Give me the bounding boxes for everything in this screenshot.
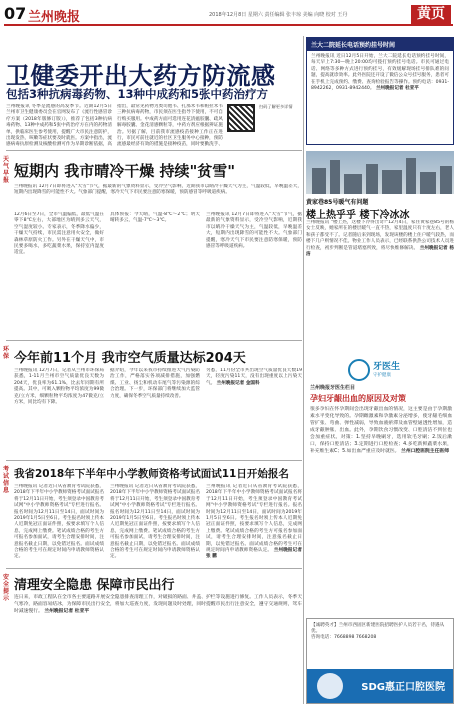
column-tag: 兰州晚报牙医生栏目	[310, 385, 356, 391]
column-logo-title: 牙医生	[373, 362, 401, 372]
bulletin-kicker: 黄家巷85号暖气有问题	[306, 199, 369, 206]
qr-code-icon[interactable]	[227, 104, 255, 132]
air-body-1: 兰州晚报讯 12月7日，记者从兰州市环保局获悉，1-11月兰州市空气质量优良天数为204天，优良率为61.1%，比去年同期有所提高。其中，可吸入颗粒物平均浓度为99微克/立方米，细颗粒物平均浓度为47微克/立方米，同比均有下降。	[14, 368, 104, 406]
ad-brand-banner	[307, 669, 453, 703]
column-text: 很多孕妇在怀孕期间会出现牙龈出血的情况，这主要是由于孕期激素水平变化导致的。孕期雌激素和孕激素分泌增多，使牙龈毛细血管扩张、弯曲、弹性减弱，导致血液瘀滞及血管壁通透性增加，造成牙龈肿胀、出血。此外，孕期饮食习惯改变、口腔清洁不到位也会加重症状。对策：1.坚持早晚刷牙，选用软毛牙刷；2.饭后漱口，保持口腔清洁；3.定期进行口腔检查；4.多吃新鲜蔬菜水果，补充维生素C；5.如出血严重应及时就医。	[310, 407, 452, 454]
exam-headline: 我省2018年下半年中小学教师资格考试面试11日开始报名	[14, 468, 289, 480]
weather-headline: 短期内 我市晴冷干燥 持续"贫雪"	[14, 162, 236, 180]
health-column-logo	[348, 355, 416, 383]
skyline-photo	[306, 151, 454, 194]
exam-body-1: 兰州晚报讯 记者近日从省教育考试院获悉，2018年下半年中小学教师资格考试面试报名将于12月11日开始，考生须登录中国教育考试网"中小学教师资格考试"专栏进行报名。报名时间为12月11日至14日，面试时间为2019年1月5日至6日。考生报名时须上传本人近期免冠正面证件照，按要求填写个人信息，完成网上缴费。笔试成绩合格的考生方可报名参加面试，请考生合理安排时间，注意报名截止日期，以免错过报名。面试成绩合格的考生可在规定时间内申请教师资格认定。	[14, 484, 104, 560]
tooth-icon	[348, 359, 370, 381]
page-number: 07	[4, 4, 27, 23]
ad-brand: SDG惠正口腔医院	[361, 682, 445, 693]
hotline-text: 兰州晚报讯 近日12月5日开始，兰大二院延长电话预约挂号时间，每天早上7:30—晚上20:00均可拨打预约挂号电话。市民可通过电话、网络等多种方式进行预约挂号，有效缓解现场挂号排队难的问题，提高就诊效率。此外医院还开设了微信公众号挂号服务，患者可在手机上完成预约、缴费、查询检验报告等操作。预约电话：0931-8942262，0931-8942440。	[311, 54, 449, 92]
weather-body-2: 12月6日至7日，全市气温偏低，最低气温在零下8℃左右，大部地区为晴到多云天气，空气湿度较小。专家表示，冬季降水偏少，干燥天气持续，市民需注意用火安全，做好森林草原防火工作。另外在干燥天气中，市民要多喝水，多吃蔬菜水果，保持室内湿度适宜。	[14, 212, 104, 256]
hotline-box	[306, 37, 454, 145]
air-kicker: 环保	[2, 346, 9, 360]
section-label: 黄页	[411, 5, 451, 24]
bulletin-headline: 楼上热乎乎 楼下冷冰冰	[306, 210, 410, 221]
exam-text: 兰州晚报讯 记者近日从省教育考试院获悉，2018年下半年中小学教师资格考试面试报名将于12月11日开始，考生须登录中国教育考试网"中小学教师资格考试"专栏进行报名。报名时间为12月11日至14日，面试时间为2019年1月5日至6日。考生报名时须上传本人近期免冠正面证件照，按要求填写个人信息，完成网上缴费。笔试成绩合格的考生方可报名参加面试，请考生合理安排时间，注意报名截止日期，以免错过报名。面试成绩合格的考生可在规定时间内申请教师资格认定。	[206, 484, 302, 554]
exam-byline: 兰州晚报记者 张 鹏	[206, 548, 302, 560]
column-divider	[303, 36, 304, 704]
safety-text: 连日来，市政工程队在全市各主要道路开展安全隐患排查清理工作，对破损的路面、井盖、护栏等设施进行修复。工作人员表示，冬季天气寒冷，路面容易结冰，为保障市民出行安全，将加大巡查力度，发现问题及时处理，同时提醒市民出行注意安全，遵守交通规则，驾车时减速慢行。	[14, 595, 302, 614]
safety-kicker: 安全提示	[2, 574, 9, 602]
weather-body-4: 兰州晚报讯 12月7日即将进入"大雪"节气，据最新的气象资料显示，受冷空气影响，近期我市以晴冷干燥天气为主，气温较低，早晚温差大，短期内出现降雪的可能性不大。气象部门提醒，寒冷天气下市民要注意防寒保暖，预防感冒等呼吸道疾病。	[206, 212, 302, 250]
advertisement[interactable]	[306, 618, 454, 704]
divider	[6, 340, 302, 341]
column-logo-sub: 守护健康	[373, 373, 391, 378]
page-header	[4, 4, 453, 26]
air-body-2: 据介绍，今年以来我市持续推进大气污染防治工作，严格落实各项减排措施，加强燃煤、工业、扬尘和机动车尾气等污染源的综合治理。下一步，环保部门将继续加大监管力度，确保冬季空气质量持续改善。	[110, 368, 200, 399]
divider	[6, 150, 302, 151]
column-byline: 兰州口腔医院主任医师	[401, 449, 449, 454]
hotline-title: 兰大二院延长电话预约挂号时间	[307, 38, 453, 51]
bulletin-body	[306, 220, 454, 340]
exam-body-3	[206, 484, 302, 564]
lead-body-left: 兰州晚报讯 冬季是流感的高发季节。近期12月5日兰州市卫生健康委员会在官网发布了《流行性感冒诊疗方案（2018年版修订版）》，推荐了包括3种抗病毒药物、13种中成药和5张中药治疗方在内的药物清单，供临床医生参考使用，提醒广大市民注意防护，出现发热、咳嗽等症状要及时就医。方案中指出，流感病毒抗原检测及核酸检测可作为早期诊断依据，高	[6, 104, 112, 148]
lead-body-mid: 指出，最常见药物为奥司他韦、扎那米韦和帕拉米韦三种抗病毒药物，市民须在医生指导下使用，不可自行购买服用。中成药方面可选用连花清瘟胶囊、疏风解毒胶囊、金花清感颗粒等，中药方剂应根据辨证施治。另据了解，目前我市流感疫苗接种工作正在进行，市民可前往就近的社区卫生服务中心接种，预防流感最经济有效的措施是接种疫苗，同时要勤洗手、	[117, 104, 223, 148]
safety-headline: 清理安全隐患 保障市民出行	[14, 578, 175, 593]
air-text-3: 另悉，11月份全市共出现空气质量优良天数19天，轻度污染11天，没有出现重度以上污染天气。	[206, 368, 302, 386]
qr-caption: 扫码了解更多详情	[259, 104, 293, 109]
paper-name: 兰州晚报	[28, 10, 81, 25]
weather-body-1: 兰州晚报讯 12月7日即将进入"大雪"节气，据最新的气象资料显示，受冷空气影响，近期我市以晴冷干燥天气为主，气温较低，早晚温差大，短期内出现降雪的可能性不大。气象部门提醒，寒冷天气下市民要注意防寒保暖，预防感冒等呼吸道疾病。	[14, 184, 302, 196]
air-headline: 今年前11个月 我市空气质量达标204天	[14, 351, 246, 366]
bulletin-byline: 兰州晚报记者 杨洁	[306, 245, 454, 258]
safety-byline: 兰州晚报记者 杜亚平	[44, 609, 90, 614]
hotline-body	[307, 51, 453, 95]
tooth-logo-icon	[317, 673, 343, 699]
hotline-byline: 兰州晚报记者 杜亚平	[375, 86, 419, 92]
lead-headline: 卫健委开出大药方防流感	[6, 62, 276, 90]
air-byline: 兰州晚报记者 金国科	[216, 380, 260, 386]
date-line: 2018年12月8日 星期六 责任编辑 张丰琼 美编 向晓 校对 王丹	[209, 12, 348, 18]
air-body-3	[206, 368, 302, 456]
column-body	[310, 406, 452, 614]
exam-body-2: 兰州晚报讯 记者近日从省教育考试院获悉，2018年下半年中小学教师资格考试面试报名将于12月11日开始，考生须登录中国教育考试网"中小学教师资格考试"专栏进行报名。报名时间为12月11日至14日，面试时间为2019年1月5日至6日。考生报名时须上传本人近期免冠正面证件照，按要求填写个人信息，完成网上缴费。笔试成绩合格的考生方可报名参加面试，请考生合理安排时间，注意报名截止日期，以免错过报名。面试成绩合格的考生可在规定时间内申请教师资格认定。	[110, 484, 200, 560]
exam-kicker: 考试信息	[2, 466, 9, 494]
divider	[6, 460, 302, 461]
ad-line-2: 咨询电话：7668898 7668208	[311, 635, 377, 641]
divider	[6, 568, 302, 569]
column-title: 孕妇牙龈出血的原因及对策	[310, 394, 406, 403]
weather-body-3: 具体预报：今天晴，气温-8℃～2℃；明天晴转多云，气温-7℃～3℃。	[110, 212, 200, 224]
bulletin-text: 兰州晚报讯 "楼上热，这楼下冷得出奇!"12月4日，家住黄家巷85号的杨女士反映，她家所在的楼层暖气一直不热，家里温度只有十度左右，老人和孩子都受不了。记者随后来到现场，发现该楼的楼上住户暖气较热，而楼下几户则情况不佳。物业工作人员表示，已经联系供热公司技术人员进行检查，初步判断是管道堵塞所致，将尽快维修解决。	[306, 220, 454, 251]
safety-body	[14, 594, 302, 704]
ad-text	[311, 623, 451, 642]
lead-subheadline: 包括3种抗病毒药物、13种中成药和5张中药治疗方	[6, 87, 269, 101]
weather-kicker: 天气早报	[2, 156, 9, 184]
ad-line-1: 【诚聘英才】兰州市西固区新建医院招聘医护人员若干名，待遇从优。	[311, 623, 445, 635]
